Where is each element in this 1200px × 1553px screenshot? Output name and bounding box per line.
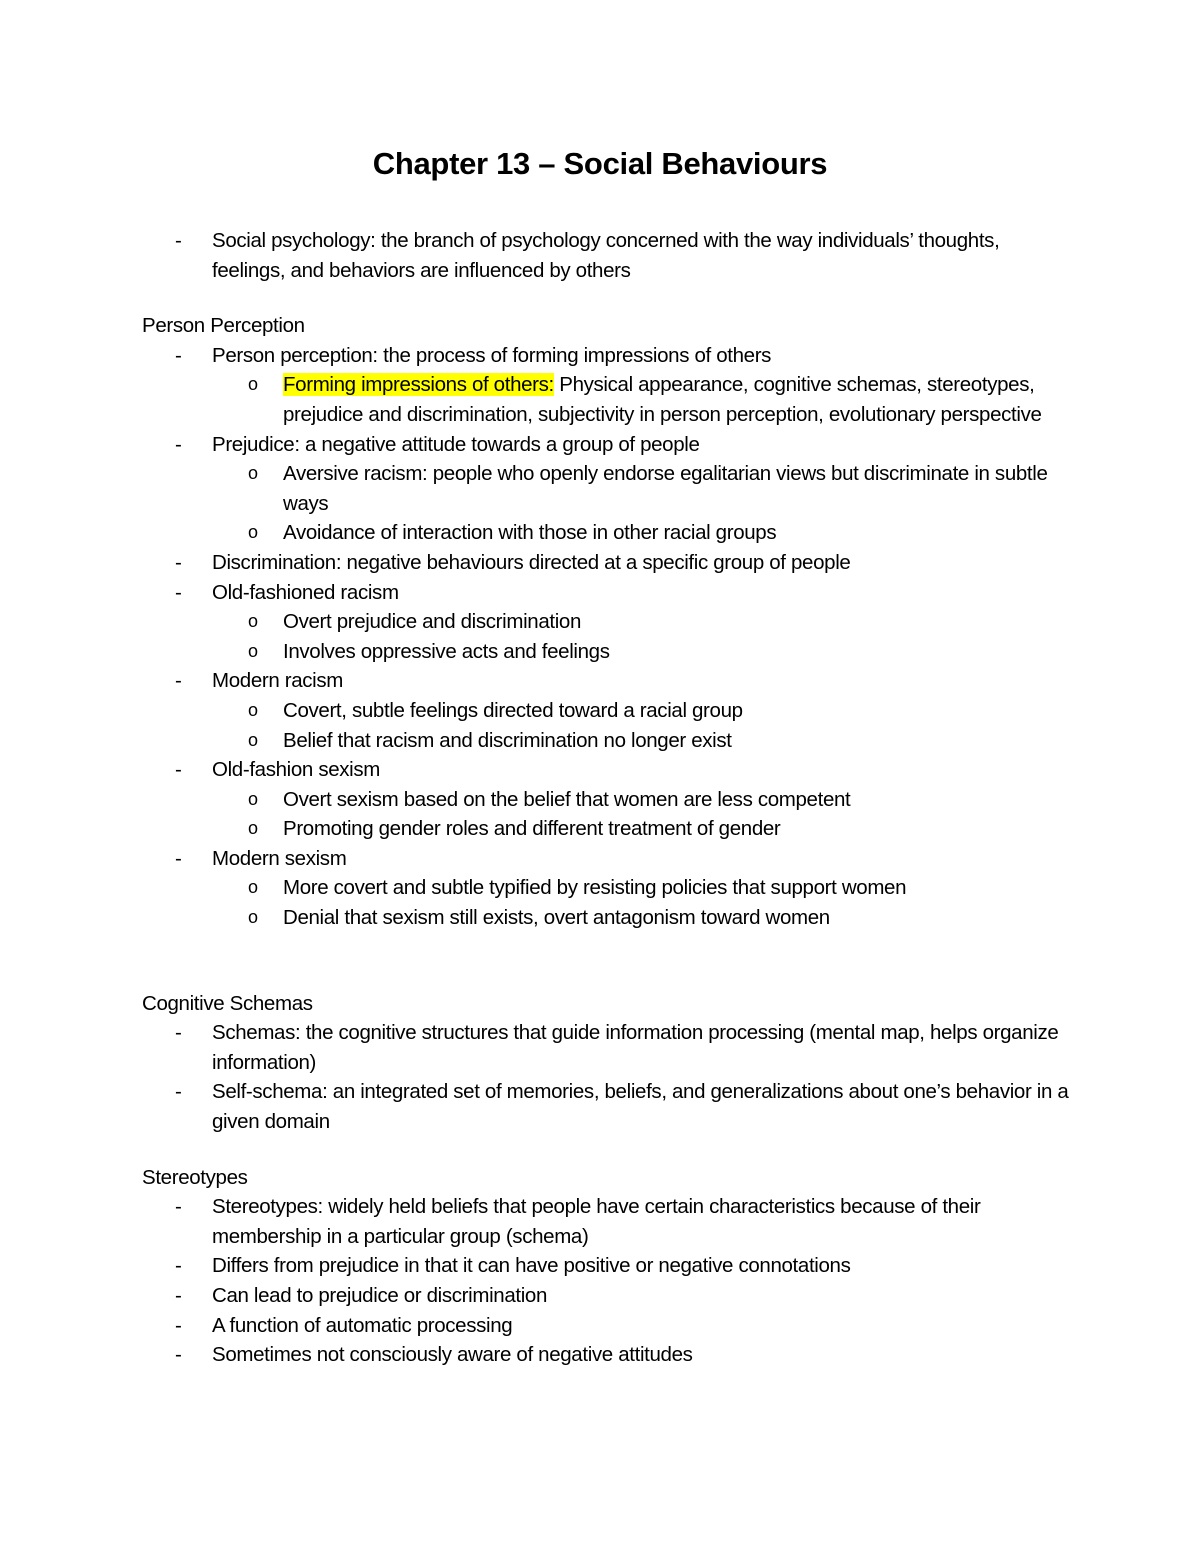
section-heading: Person Perception [142,314,305,338]
sub-list-item [212,459,1072,518]
circle-bullet: o [248,877,258,898]
list-item-text: Modern sexism [212,846,347,870]
sub-list-item [212,370,1072,429]
circle-bullet: o [248,640,258,661]
circle-bullet: o [248,788,258,809]
sub-list-item [212,696,1072,726]
sub-list-item [212,814,1072,844]
dash-bullet: - [175,846,182,870]
sub-list-item-text: Involves oppressive acts and feelings [283,639,610,663]
list-item-text: Modern racism [212,669,344,693]
sections-container [142,311,1072,1370]
list-item [142,844,1072,933]
sub-bullet-list [212,873,1072,932]
sub-bullet-list [212,696,1072,755]
sub-bullet-list [212,785,1072,844]
circle-bullet: o [248,522,258,543]
page-title: Chapter 13 – Social Behaviours [372,146,828,181]
list-item-text: Discrimination: negative behaviours directed at a specific group of people [212,550,851,574]
bullet-list [142,1192,1072,1370]
section-heading: Stereotypes [142,1165,248,1189]
list-item [142,548,1072,578]
list-item-text: Old-fashioned racism [212,580,399,604]
sub-list-item-text: Belief that racism and discrimination no longer exist [283,728,732,752]
list-item-text: Person perception: the process of forming impressions of others [212,343,772,367]
section [142,989,1072,1137]
list-item [142,430,1072,548]
list-item [142,1281,1072,1311]
sub-list-item-text: Promoting gender roles and different treatment of gender [283,817,781,841]
dash-bullet: - [175,550,182,574]
list-item-text: Social psychology: the branch of psychology concerned with the way individuals’ thoughts, feelings, and behaviors are influenced by others [212,229,1000,282]
list-item-text: Old-fashion sexism [212,758,381,782]
list-item [142,226,1072,285]
sub-list-item-text: Avoidance of interaction with those in other racial groups [283,521,777,545]
dash-bullet: - [175,758,182,782]
list-item-text: Self-schema: an integrated set of memories, beliefs, and generalizations about one’s behavior in a given domain [212,1080,1069,1134]
list-item [142,1340,1072,1370]
list-item [142,341,1072,430]
sub-list-item-text: Overt prejudice and discrimination [283,610,582,634]
list-item [142,1251,1072,1281]
dash-bullet: - [175,1313,182,1337]
list-item [142,578,1072,667]
list-item-text: Schemas: the cognitive structures that guide information processing (mental map, helps organize information) [212,1021,1059,1074]
list-item [142,666,1072,755]
sub-list-item-text: Overt sexism based on the belief that women are less competent [283,787,851,811]
dash-bullet: - [175,1254,182,1278]
dash-bullet: - [175,343,182,367]
sub-list-item [212,785,1072,815]
list-item-text: A function of automatic processing [212,1313,513,1337]
list-item [142,1018,1072,1077]
sub-bullet-list [212,459,1072,548]
sub-list-item-text: Denial that sexism still exists, overt antagonism toward women [283,906,830,930]
sub-list-item-text: Covert, subtle feelings directed toward a racial group [283,698,743,722]
circle-bullet: o [248,463,258,484]
dash-bullet: - [175,1021,182,1045]
circle-bullet: o [248,818,258,839]
document-body [142,226,1072,1370]
sub-list-item-text: More covert and subtle typified by resisting policies that support women [283,876,907,900]
sub-list-item [212,903,1072,933]
list-item [142,1077,1072,1136]
list-item [142,1311,1072,1341]
sub-list-item [212,873,1072,903]
bullet-list [142,1018,1072,1136]
circle-bullet: o [248,907,258,928]
circle-bullet: o [248,699,258,720]
circle-bullet: o [248,374,258,395]
bullet-list [142,341,1072,933]
list-item-text: Differs from prejudice in that it can have positive or negative connotations [212,1254,851,1278]
list-item-text: Can lead to prejudice or discrimination [212,1284,548,1307]
list-item [142,755,1072,844]
section-heading: Cognitive Schemas [142,991,313,1015]
sub-list-item [212,637,1072,667]
dash-bullet: - [175,1080,182,1104]
sub-bullet-list [212,370,1072,429]
section [142,311,1072,932]
sub-list-item [212,607,1072,637]
circle-bullet: o [248,729,258,750]
highlighted-text: Forming impressions of others: [283,373,554,397]
list-item-text: Sometimes not consciously aware of negative attitudes [212,1343,693,1367]
sub-list-item [212,726,1072,756]
dash-bullet: - [175,1343,182,1367]
dash-bullet: - [175,1284,182,1307]
section [142,1163,1072,1370]
list-item [142,1192,1072,1251]
dash-bullet: - [175,1195,182,1219]
list-item-text: Stereotypes: widely held beliefs that people have certain characteristics because of their membership in a particular group (schema) [212,1195,981,1248]
dash-bullet: - [175,432,182,456]
sub-list-item-text: Physical appearance, cognitive schemas, stereotypes, prejudice and discrimination, subjectivity in person perception, evolutionary perspective [283,373,1042,426]
sub-list-item-text: Aversive racism: people who openly endorse egalitarian views but discriminate in subtle ways [283,462,1048,515]
sub-list-item [212,518,1072,548]
dash-bullet: - [175,229,182,252]
dash-bullet: - [175,669,182,693]
dash-bullet: - [175,580,182,604]
intro-list [142,226,1072,285]
sub-bullet-list [212,607,1072,666]
list-item-text: Prejudice: a negative attitude towards a group of people [212,432,700,456]
circle-bullet: o [248,611,258,632]
